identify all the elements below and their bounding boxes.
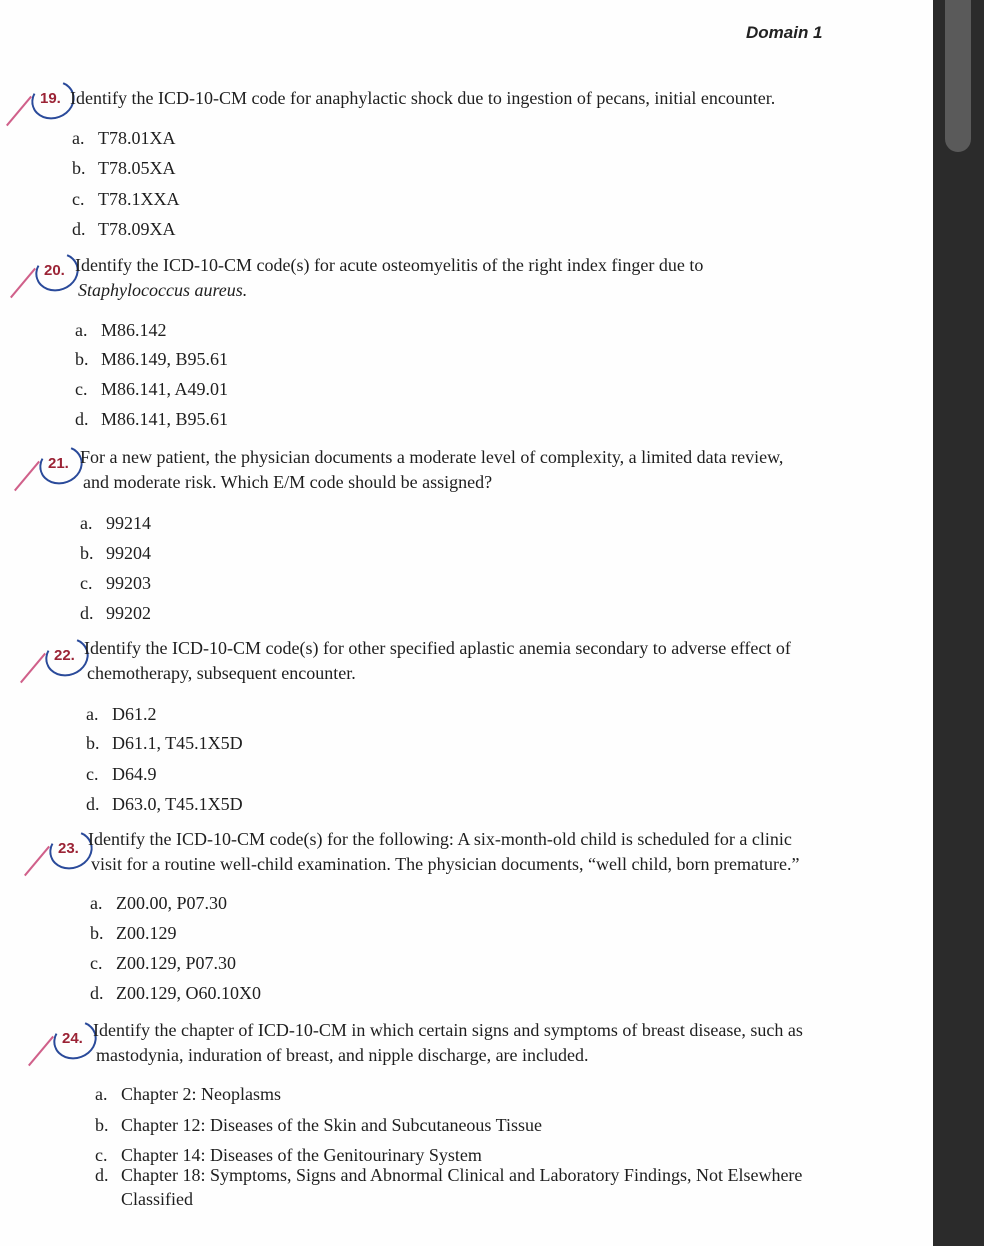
answer-option[interactable] bbox=[86, 733, 243, 754]
question-number: 23. bbox=[58, 840, 79, 857]
option-letter: a. bbox=[80, 513, 93, 533]
option-letter: b. bbox=[86, 733, 100, 753]
question-text: chemotherapy, subsequent encounter. bbox=[87, 663, 356, 683]
option-text: D63.0, T45.1X5D bbox=[112, 794, 243, 814]
option-letter: a. bbox=[72, 128, 85, 148]
option-text: Chapter 14: Diseases of the Genitourinary System bbox=[121, 1145, 482, 1165]
option-text: 99214 bbox=[106, 513, 151, 533]
option-text: T78.1XXA bbox=[98, 189, 180, 209]
option-text: Z00.129, O60.10X0 bbox=[116, 983, 261, 1003]
option-letter: b. bbox=[75, 349, 89, 369]
answer-option[interactable] bbox=[80, 603, 151, 624]
option-text: M86.142 bbox=[101, 320, 167, 340]
option-letter: c. bbox=[72, 189, 85, 209]
option-letter: d. bbox=[95, 1165, 109, 1185]
answer-option[interactable] bbox=[75, 349, 228, 370]
option-text: T78.05XA bbox=[98, 158, 176, 178]
answer-option[interactable] bbox=[90, 893, 227, 914]
answer-option[interactable] bbox=[95, 1189, 193, 1210]
question-number: 19. bbox=[40, 90, 61, 107]
answer-option[interactable] bbox=[86, 764, 157, 785]
question-number: 22. bbox=[54, 647, 75, 664]
answer-option[interactable] bbox=[95, 1165, 802, 1186]
option-letter: d. bbox=[75, 409, 89, 429]
option-text: M86.141, A49.01 bbox=[101, 379, 229, 399]
option-letter: d. bbox=[86, 794, 100, 814]
option-letter: c. bbox=[95, 1145, 108, 1165]
answer-option[interactable] bbox=[90, 983, 261, 1004]
answer-option[interactable] bbox=[72, 189, 180, 210]
option-text: M86.149, B95.61 bbox=[101, 349, 229, 369]
question-text: Identify the ICD-10-CM code for anaphylactic shock due to ingestion of pecans, initial encounter. bbox=[70, 88, 776, 108]
question-text: Identify the ICD-10-CM code(s) for acute osteomyelitis of the right index finger due to bbox=[75, 255, 704, 275]
option-letter: c. bbox=[80, 573, 93, 593]
option-text: Chapter 18: Symptoms, Signs and Abnormal Clinical and Laboratory Findings, Not Elsewhere bbox=[121, 1165, 803, 1185]
option-letter: b. bbox=[90, 923, 104, 943]
answer-option[interactable] bbox=[95, 1084, 281, 1105]
option-text: T78.09XA bbox=[98, 219, 176, 239]
answer-option[interactable] bbox=[80, 543, 151, 564]
option-text: D61.1, T45.1X5D bbox=[112, 733, 243, 753]
option-text: Classified bbox=[121, 1189, 193, 1209]
option-text: Z00.129 bbox=[116, 923, 177, 943]
option-letter: b. bbox=[72, 158, 86, 178]
option-text: Z00.00, P07.30 bbox=[116, 893, 228, 913]
option-text: D61.2 bbox=[112, 704, 157, 724]
scrollbar-track[interactable] bbox=[933, 0, 984, 1246]
question-text: For a new patient, the physician documents a moderate level of complexity, a limited data review, bbox=[80, 447, 784, 467]
option-letter: d. bbox=[90, 983, 104, 1003]
answer-option[interactable] bbox=[72, 219, 176, 240]
answer-option[interactable] bbox=[86, 794, 243, 815]
option-letter: b. bbox=[80, 543, 94, 563]
question-text: and moderate risk. Which E/M code should be assigned? bbox=[83, 472, 493, 492]
question-text: mastodynia, induration of breast, and nipple discharge, are included. bbox=[96, 1045, 589, 1065]
option-letter: a. bbox=[95, 1084, 108, 1104]
option-letter: c. bbox=[90, 953, 103, 973]
domain-header: Domain 1 bbox=[746, 23, 823, 42]
answer-option[interactable] bbox=[75, 320, 167, 341]
option-letter: d. bbox=[80, 603, 94, 623]
answer-option[interactable] bbox=[86, 704, 157, 725]
option-letter: c. bbox=[86, 764, 99, 784]
option-text: 99204 bbox=[106, 543, 151, 563]
option-letter: a. bbox=[75, 320, 88, 340]
question-text: Identify the ICD-10-CM code(s) for the following: A six-month-old child is scheduled for a clinic bbox=[88, 829, 792, 849]
option-letter: a. bbox=[90, 893, 103, 913]
option-text: Chapter 2: Neoplasms bbox=[121, 1084, 281, 1104]
option-text: 99203 bbox=[106, 573, 151, 593]
option-letter: a. bbox=[86, 704, 99, 724]
option-letter: d. bbox=[72, 219, 86, 239]
question-text: Identify the chapter of ICD-10-CM in which certain signs and symptoms of breast disease, such as bbox=[93, 1020, 803, 1040]
answer-option[interactable] bbox=[80, 513, 151, 534]
option-text: 99202 bbox=[106, 603, 151, 623]
answer-option[interactable] bbox=[95, 1115, 542, 1136]
answer-option[interactable] bbox=[90, 953, 236, 974]
option-text: D64.9 bbox=[112, 764, 157, 784]
question-number: 21. bbox=[48, 455, 69, 472]
answer-option[interactable] bbox=[72, 158, 176, 179]
question-number: 24. bbox=[62, 1030, 83, 1047]
answer-option[interactable] bbox=[95, 1145, 482, 1166]
question-text: Identify the ICD-10-CM code(s) for other specified aplastic anemia secondary to adverse effect of bbox=[84, 638, 791, 658]
question-text: visit for a routine well-child examination. The physician documents, “well child, born premature.” bbox=[91, 854, 800, 874]
answer-option[interactable] bbox=[75, 409, 228, 430]
question-text: Staphylococcus aureus. bbox=[78, 280, 248, 300]
scrollbar-thumb[interactable] bbox=[945, 0, 971, 152]
answer-option[interactable] bbox=[80, 573, 151, 594]
option-text: Z00.129, P07.30 bbox=[116, 953, 237, 973]
option-text: M86.141, B95.61 bbox=[101, 409, 229, 429]
question-number: 20. bbox=[44, 262, 65, 279]
answer-option[interactable] bbox=[75, 379, 228, 400]
option-text: Chapter 12: Diseases of the Skin and Subcutaneous Tissue bbox=[121, 1115, 542, 1135]
option-letter: b. bbox=[95, 1115, 109, 1135]
answer-option[interactable] bbox=[72, 128, 176, 149]
option-text: T78.01XA bbox=[98, 128, 176, 148]
option-letter: c. bbox=[75, 379, 88, 399]
answer-option[interactable] bbox=[90, 923, 177, 944]
